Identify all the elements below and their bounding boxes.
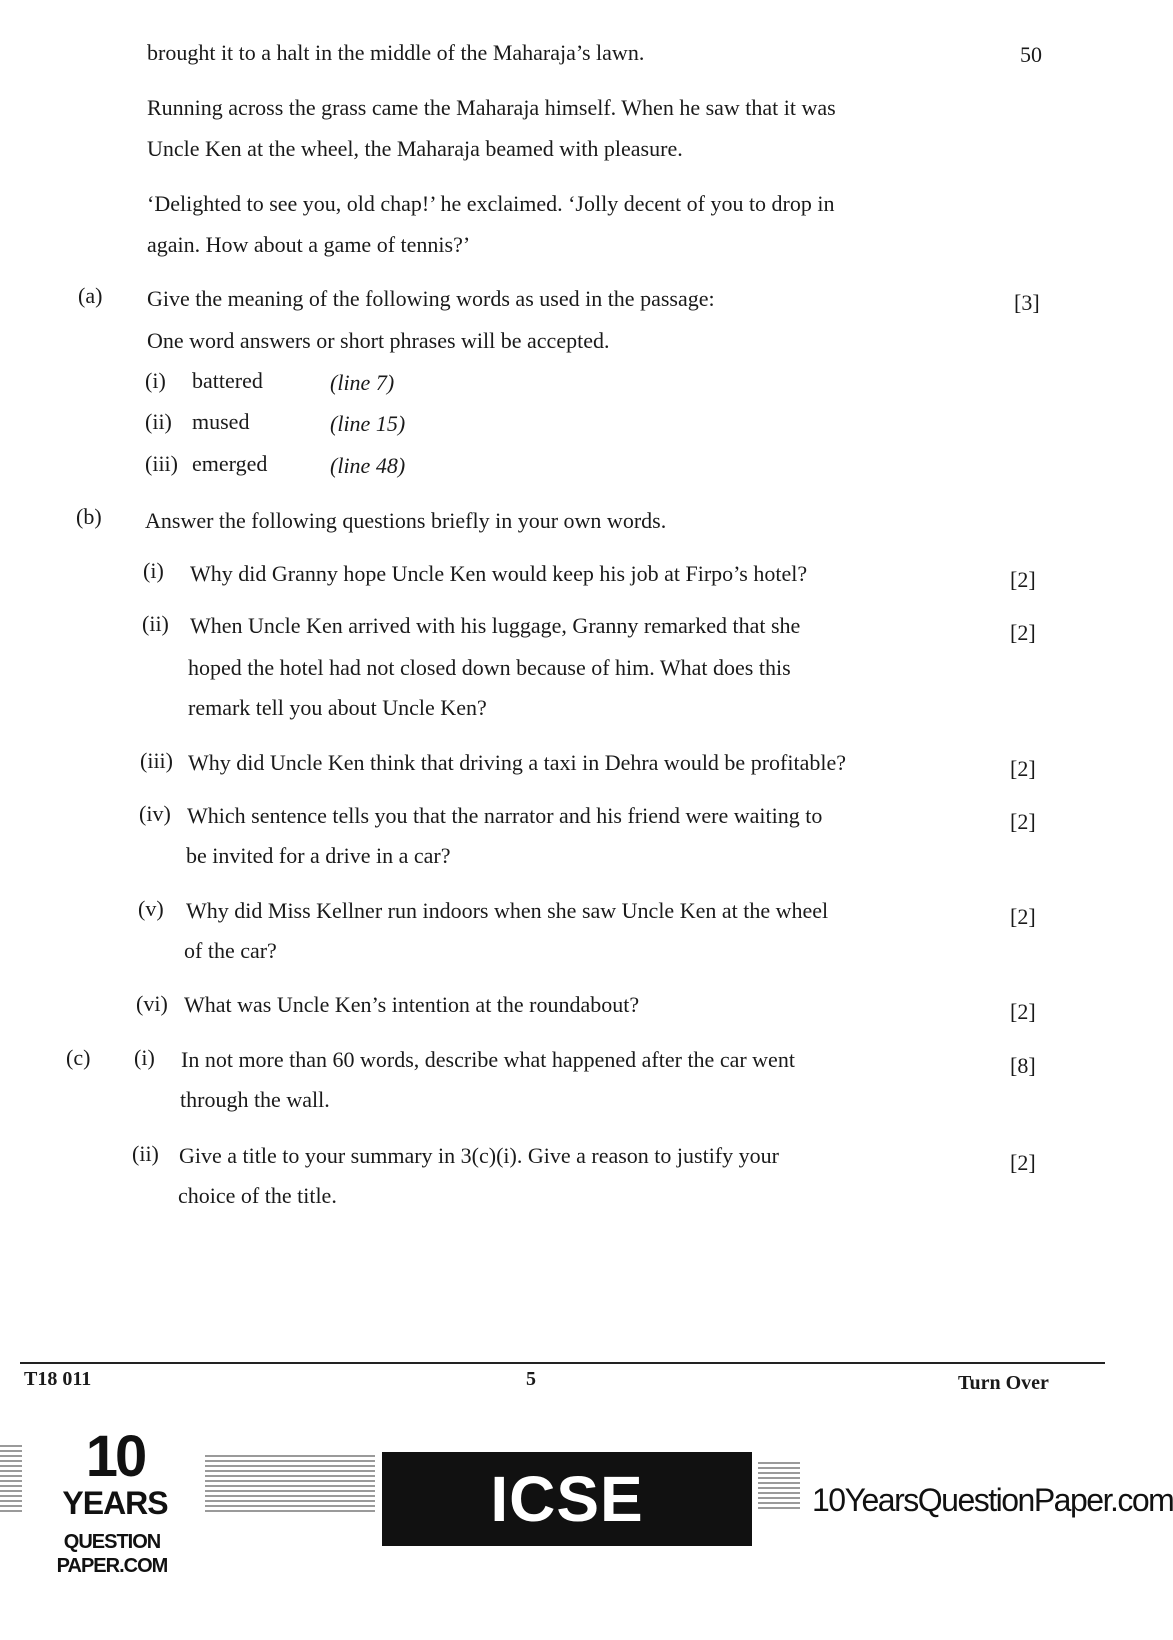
item-number: (iv) — [139, 801, 171, 826]
item-number: (ii) — [145, 409, 172, 434]
turn-over: Turn Over — [958, 1372, 1049, 1394]
marks: [2] — [1010, 1150, 1036, 1175]
item-number: (ii) — [132, 1141, 159, 1166]
question-text: Give a title to your summary in 3(c)(i). Give a reason to justify your — [179, 1143, 779, 1168]
item-number: (i) — [134, 1045, 155, 1070]
marks: [2] — [1010, 904, 1036, 929]
vocab-word: emerged — [192, 451, 268, 476]
decorative-stripes — [0, 1445, 22, 1515]
question-text: In not more than 60 words, describe what happened after the car went — [181, 1047, 795, 1072]
item-number: (ii) — [142, 611, 169, 636]
marks: [3] — [1014, 290, 1040, 315]
passage-line: again. How about a game of tennis?’ — [147, 232, 471, 257]
question-text: Answer the following questions briefly in your own words. — [145, 508, 667, 533]
marks: [2] — [1010, 999, 1036, 1024]
question-text: Why did Granny hope Uncle Ken would keep his job at Firpo’s hotel? — [190, 561, 808, 586]
marks: [8] — [1010, 1053, 1036, 1078]
question-text: of the car? — [184, 938, 277, 963]
question-text: Why did Miss Kellner run indoors when she saw Uncle Ken at the wheel — [186, 898, 829, 923]
question-text: be invited for a drive in a car? — [186, 843, 451, 868]
logo-site: QUESTION PAPER.COM — [56, 1531, 168, 1577]
vocab-word: battered — [192, 368, 263, 393]
item-number: (iii) — [145, 451, 178, 476]
question-text: One word answers or short phrases will be accepted. — [147, 328, 610, 353]
question-text: hoped the hotel had not closed down because of him. What does this — [188, 655, 791, 680]
logo-years: YEARS — [62, 1485, 168, 1521]
question-text: What was Uncle Ken’s intention at the roundabout? — [184, 992, 640, 1017]
question-text: When Uncle Ken arrived with his luggage, Granny remarked that she — [190, 613, 801, 638]
line-number: 50 — [1020, 42, 1042, 67]
question-text: Give the meaning of the following words as used in the passage: — [147, 286, 715, 311]
marks: [2] — [1010, 620, 1036, 645]
line-reference: (line 48) — [330, 453, 406, 478]
passage-line: brought it to a halt in the middle of the Maharaja’s lawn. — [147, 40, 645, 65]
passage-line: Uncle Ken at the wheel, the Maharaja beamed with pleasure. — [147, 136, 683, 161]
line-reference: (line 7) — [330, 370, 395, 395]
marks: [2] — [1010, 756, 1036, 781]
part-label: (a) — [78, 283, 103, 308]
item-number: (v) — [138, 896, 164, 921]
vocab-word: mused — [192, 409, 250, 434]
question-text: through the wall. — [180, 1087, 330, 1112]
part-label: (b) — [76, 504, 102, 529]
board-title: ICSE BOARD X — [382, 1452, 752, 1546]
marks: [2] — [1010, 567, 1036, 592]
line-reference: (line 15) — [330, 411, 406, 436]
item-number: (vi) — [136, 991, 168, 1016]
item-number: (iii) — [140, 748, 173, 773]
passage-line: ‘Delighted to see you, old chap!’ he exclaimed. ‘Jolly decent of you to drop in — [147, 191, 835, 216]
logo-number: 10 — [85, 1424, 145, 1489]
item-number: (i) — [143, 558, 164, 583]
decorative-stripes — [205, 1455, 375, 1513]
footer-rule — [20, 1362, 1105, 1364]
question-text: Which sentence tells you that the narrator and his friend were waiting to — [187, 803, 823, 828]
passage-line: Running across the grass came the Maharaja himself. When he saw that it was — [147, 95, 836, 120]
decorative-stripes — [758, 1462, 800, 1512]
question-text: remark tell you about Uncle Ken? — [188, 695, 487, 720]
marks: [2] — [1010, 809, 1036, 834]
part-label: (c) — [66, 1045, 91, 1070]
question-text: Why did Uncle Ken think that driving a taxi in Dehra would be profitable? — [188, 750, 846, 775]
website-link[interactable]: 10YearsQuestionPaper.com — [812, 1482, 1173, 1518]
question-text: choice of the title. — [178, 1183, 337, 1208]
page-number: 5 — [526, 1368, 536, 1390]
paper-code: T18 011 — [24, 1368, 92, 1390]
item-number: (i) — [145, 368, 166, 393]
